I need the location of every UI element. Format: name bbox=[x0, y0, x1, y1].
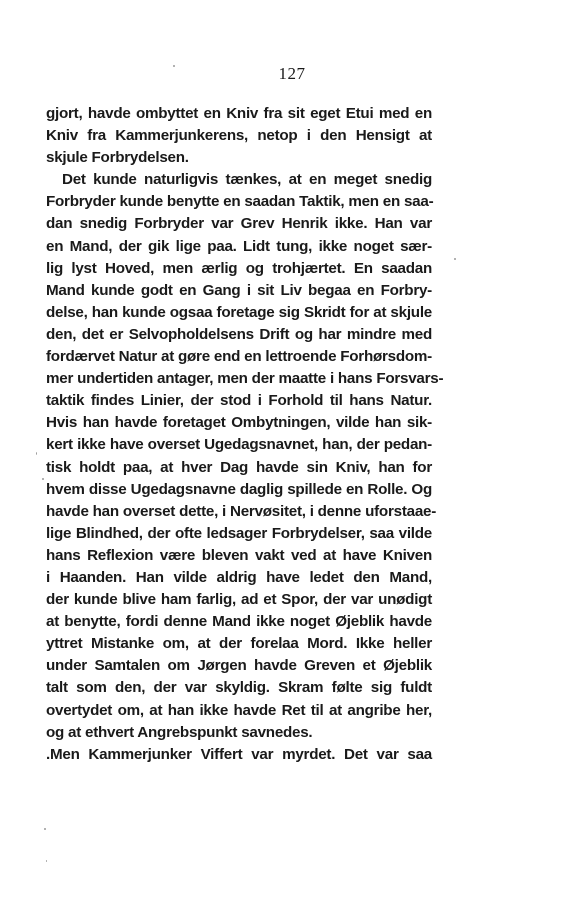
text-line: under Samtalen om Jørgen havde Greven et Øjeblik bbox=[46, 657, 432, 675]
text-line: delse, han kunde ogsaa foretage sig Skridt for at skjule bbox=[46, 303, 432, 321]
text-line: at benytte, fordi denne Mand ikke noget Øjeblik havde bbox=[46, 613, 432, 631]
body-text bbox=[46, 103, 444, 766]
text-line: lige Blindhed, der ofte ledsager Forbrydelser, saa vilde bbox=[46, 524, 432, 542]
print-speck bbox=[36, 452, 37, 455]
text-line: mer undertiden antager, men der maatte i hans Forsvars- bbox=[46, 370, 444, 388]
text-line: lig lyst Hoved, men ærlig og trohjærtet. En saadan bbox=[46, 259, 432, 277]
text-line: hvem disse Ugedagsnavne daglig spillede en Rolle. Og bbox=[46, 480, 432, 498]
text-line: Forbryder kunde benytte en saadan Taktik, men en saa- bbox=[46, 193, 434, 211]
text-line: tisk holdt paa, at hver Dag havde sin Kniv, han for bbox=[46, 458, 432, 476]
text-line: .Men Kammerjunker Viffert var myrdet. Det var saa bbox=[46, 745, 432, 763]
print-speck bbox=[173, 65, 175, 67]
text-line: Hvis han havde foretaget Ombytningen, vilde han sik- bbox=[46, 414, 432, 432]
print-speck bbox=[454, 258, 456, 260]
text-line: dan snedig Forbryder var Grev Henrik ikke. Han var bbox=[46, 215, 432, 233]
print-speck bbox=[44, 828, 46, 830]
text-line: en Mand, der gik lige paa. Lidt tung, ikke noget sær- bbox=[46, 237, 432, 255]
text-line: overtydet om, at han ikke havde Ret til at angribe her, bbox=[46, 701, 432, 719]
text-line: skjule Forbrydelsen. bbox=[46, 149, 189, 167]
text-line: taktik findes Linier, der stod i Forhold til hans Natur. bbox=[46, 392, 432, 410]
text-line: gjort, havde ombyttet en Kniv fra sit eget Etui med en bbox=[46, 105, 432, 122]
text-line: i Haanden. Han vilde aldrig have ledet den Mand, bbox=[46, 568, 432, 586]
text-line: Det kunde naturligvis tænkes, at en meget snedig bbox=[62, 171, 432, 189]
text-line: og at ethvert Angrebspunkt savnedes. bbox=[46, 723, 313, 741]
text-line: Mand kunde godt en Gang i sit Liv begaa en Forbry- bbox=[46, 281, 432, 299]
text-line: der kunde blive ham farlig, ad et Spor, der var unødigt bbox=[46, 591, 432, 609]
text-line: kert ikke have overset Ugedagsnavnet, han, der pedan- bbox=[46, 436, 432, 454]
page-number: 127 bbox=[278, 64, 306, 83]
text-line: yttret Mistanke om, at der forelaa Mord. Ikke heller bbox=[46, 635, 432, 653]
print-speck bbox=[42, 478, 44, 480]
text-line: den, det er Selvopholdelsens Drift og har mindre med bbox=[46, 325, 432, 343]
text-line: havde han overset dette, i Nervøsitet, i denne uforstaae- bbox=[46, 502, 437, 520]
text-line: talt som den, der var skyldig. Skram følte sig fuldt bbox=[46, 679, 432, 697]
text-line: Kniv fra Kammerjunkerens, netop i den Hensigt at bbox=[46, 127, 432, 145]
text-line: fordærvet Natur at gøre end en lettroende Forhørsdom- bbox=[46, 348, 432, 366]
print-speck bbox=[46, 860, 47, 862]
text-line: hans Reflexion være bleven vakt ved at have Kniven bbox=[46, 546, 432, 564]
